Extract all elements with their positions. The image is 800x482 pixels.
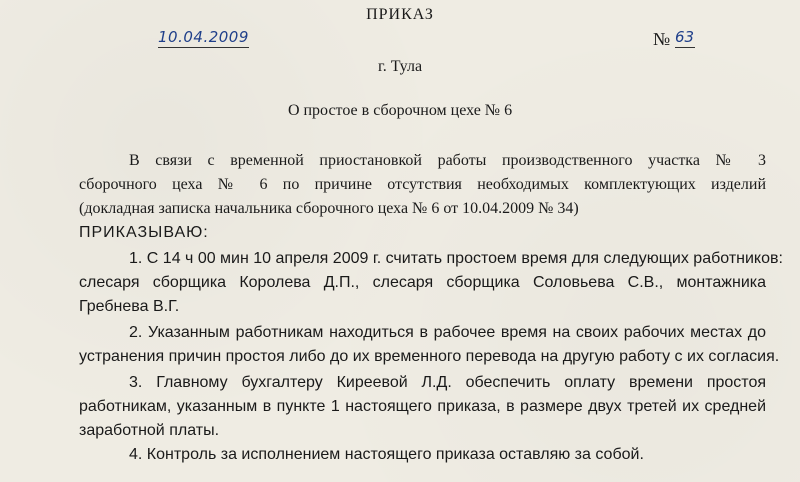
item-3-line-3: заработной платы. <box>79 422 220 439</box>
item-1-line-2: слесаря сборщика Королева Д.П., слесаря сборщика Соловьева С.В., монтажника <box>79 274 766 291</box>
document-subject: О простое в сборочном цехе № 6 <box>287 102 513 119</box>
item-1-line-3: Гребнева В.Г. <box>79 298 180 315</box>
preamble-line-2: сборочного цеха № 6 по причине отсутствия необходимых комплектующих изделий <box>79 176 766 193</box>
order-number-label: № <box>653 29 671 49</box>
order-date: 10.04.2009 <box>158 28 249 46</box>
item-4-line-1: 4. Контроль за исполнением настоящего приказа оставляю за собой. <box>129 446 644 463</box>
item-3-line-2: работникам, указанным в пункте 1 настоящего приказа, в размере двух третей их средней <box>79 398 766 415</box>
preamble-line-3: (докладная записка начальника сборочного цеха № 6 от 10.04.2009 № 34) <box>79 200 579 217</box>
city: г. Тула <box>377 58 423 75</box>
item-2-line-2: устранения причин простоя либо до их временного перевода на другую работу с их согласия. <box>79 348 780 365</box>
order-number: 63 <box>675 28 695 46</box>
document-title: ПРИКАЗ <box>366 6 434 23</box>
preamble-line-1: В связи с временной приостановкой работы производственного участка № 3 <box>129 152 766 169</box>
item-3-line-1: 3. Главному бухгалтеру Киреевой Л.Д. обеспечить оплату времени простоя <box>129 374 766 391</box>
item-2-line-1: 2. Указанным работникам находиться в рабочее время на своих рабочих местах до <box>129 324 766 341</box>
item-1-line-1: 1. С 14 ч 00 мин 10 апреля 2009 г. считать простоем время для следующих работников: <box>129 250 783 267</box>
order-directive: ПРИКАЗЫВАЮ: <box>79 224 209 241</box>
